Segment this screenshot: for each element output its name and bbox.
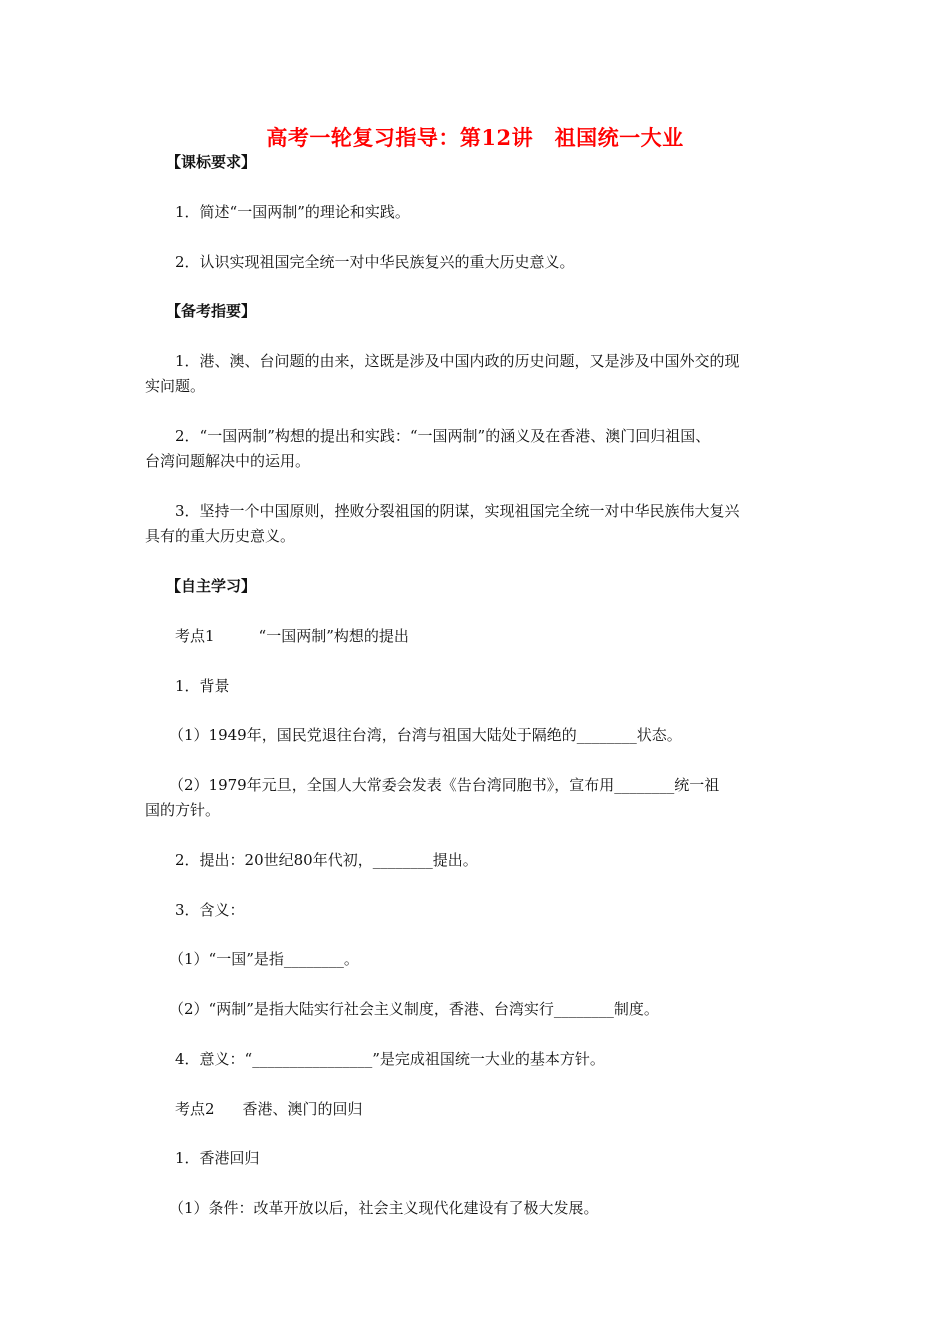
point-heading: 1．背景 [175, 677, 230, 695]
list-item: （1）条件：改革开放以后，社会主义现代化建设有了极大发展。 [169, 1199, 599, 1217]
fill-blank-item: （1）“一国”是指________。 [169, 950, 359, 968]
point-heading: 1．香港回归 [175, 1149, 260, 1167]
fill-blank-item: （2）1979年元旦，全国人大常委会发表《告台湾同胞书》，宣布用________统一祖 [169, 776, 720, 794]
kaodian-label: 考点2 [175, 1100, 215, 1118]
section-heading-kebiao: 【课标要求】 [166, 153, 257, 171]
section-heading-beikao: 【备考指要】 [166, 302, 257, 320]
fill-blank-item: 4．意义：“________________”是完成祖国统一大业的基本方针。 [175, 1050, 605, 1068]
list-item-continuation: 国的方针。 [145, 801, 221, 819]
kaodian-title: “一国两制”构想的提出 [258, 627, 409, 645]
kaodian-title: 香港、澳门的回归 [242, 1100, 363, 1118]
fill-blank-item: （2）“两制”是指大陆实行社会主义制度，香港、台湾实行________制度。 [169, 1000, 659, 1018]
fill-blank-item: （1）1949年，国民党退往台湾，台湾与祖国大陆处于隔绝的________状态。 [169, 726, 682, 744]
list-item: 2．“一国两制”构想的提出和实践：“一国两制”的涵义及在香港、澳门回归祖国、 [175, 427, 711, 445]
point-heading: 3．含义： [175, 901, 245, 919]
list-item: 3．坚持一个中国原则，挫败分裂祖国的阴谋，实现祖国完全统一对中华民族伟大复兴 [175, 502, 740, 520]
kaodian-1 [175, 626, 409, 646]
kaodian-label: 考点1 [175, 627, 215, 645]
list-item: 1．简述“一国两制”的理论和实践。 [175, 203, 410, 221]
section-heading-zizhu: 【自主学习】 [166, 577, 257, 595]
kaodian-2 [175, 1099, 363, 1119]
list-item: 2．认识实现祖国完全统一对中华民族复兴的重大历史意义。 [175, 253, 575, 271]
list-item: 1．港、澳、台问题的由来，这既是涉及中国内政的历史问题，又是涉及中国外交的现 [175, 352, 740, 370]
list-item-continuation: 台湾问题解决中的运用。 [145, 452, 311, 470]
fill-blank-item: 2．提出：20世纪80年代初，________提出。 [175, 851, 478, 869]
list-item-continuation: 具有的重大历史意义。 [145, 527, 296, 545]
list-item-continuation: 实问题。 [145, 377, 206, 395]
page-title: 高考一轮复习指导：第12讲 祖国统一大业 [266, 125, 684, 150]
